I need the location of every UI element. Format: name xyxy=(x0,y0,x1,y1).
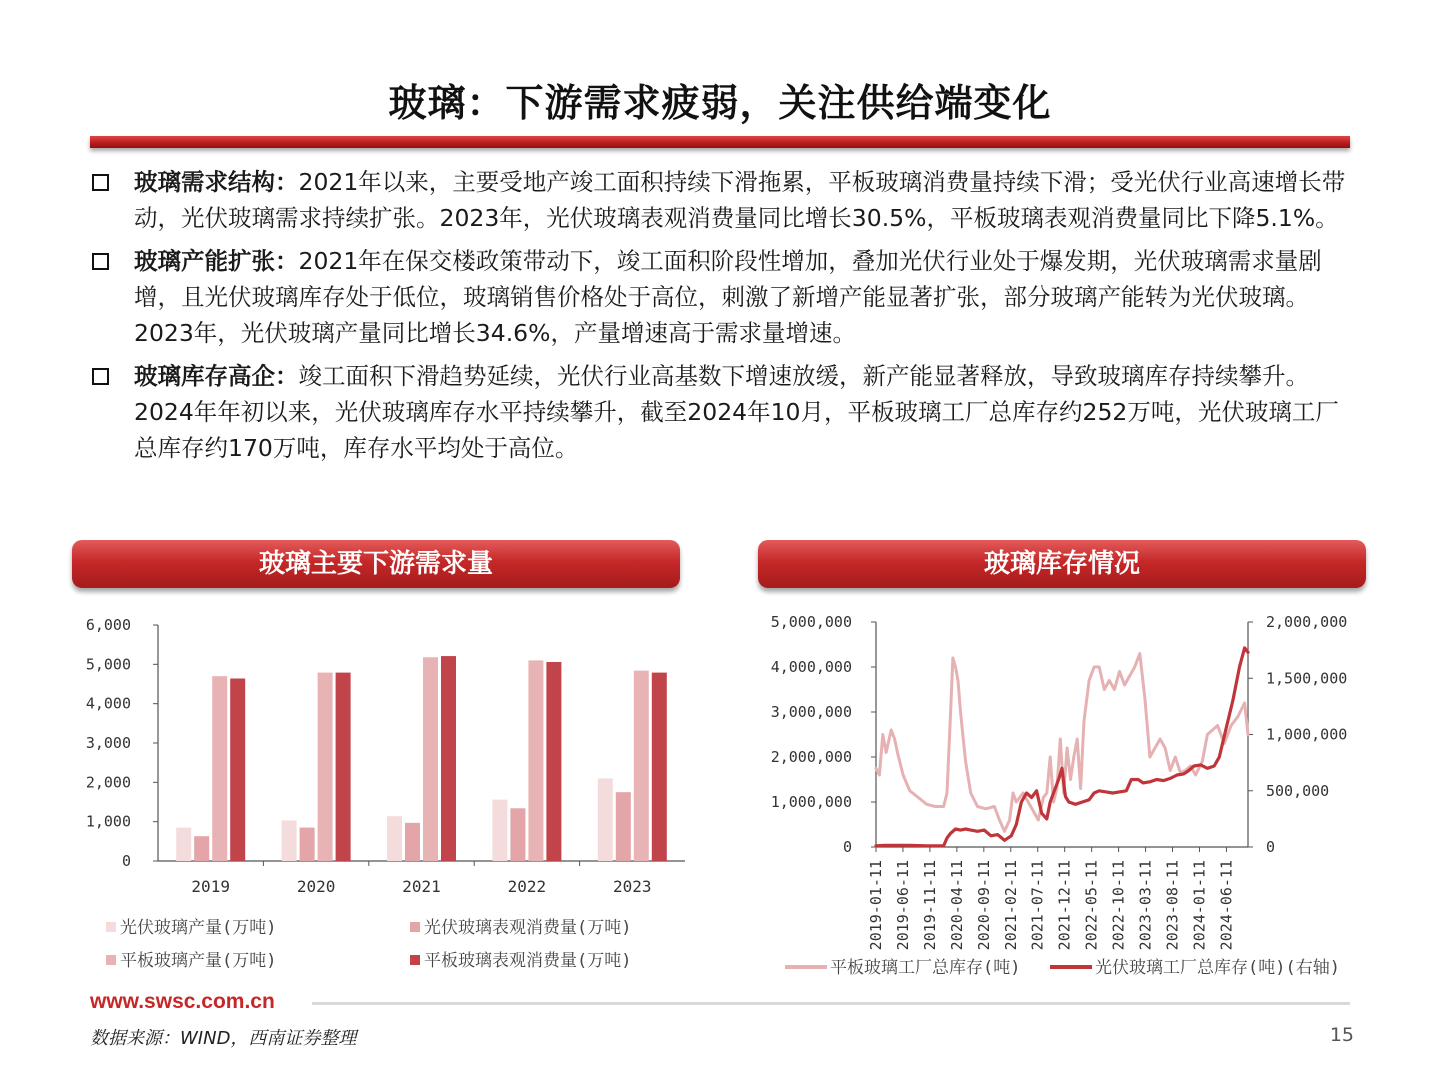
bar-chart-title: 玻璃主要下游需求量 xyxy=(72,540,680,588)
x-tick-label: 2022 xyxy=(507,877,547,896)
bar xyxy=(318,673,333,861)
left-y-tick-label: 0 xyxy=(842,838,852,856)
x-tick-label: 2019-11-11 xyxy=(920,860,939,951)
legend-swatch xyxy=(106,955,116,965)
bar xyxy=(405,823,420,861)
x-tick-label: 2023-08-11 xyxy=(1163,860,1182,951)
title-divider xyxy=(90,136,1350,148)
right-y-tick-label: 1,500,000 xyxy=(1266,669,1348,688)
x-tick-label: 2019-01-11 xyxy=(867,860,885,951)
bar xyxy=(441,656,456,861)
left-y-tick-label: 4,000,000 xyxy=(770,658,852,676)
y-tick-label: 3,000 xyxy=(85,734,131,752)
x-tick-label: 2021-02-11 xyxy=(1001,860,1020,951)
y-tick-label: 2,000 xyxy=(85,773,131,792)
bullet-inventory xyxy=(90,358,1352,466)
right-y-tick-label: 2,000,000 xyxy=(1266,613,1348,631)
page-title: 玻璃：下游需求疲弱，关注供给端变化 xyxy=(388,81,1052,125)
x-tick-label: 2020-04-11 xyxy=(947,860,966,951)
y-tick-label: 0 xyxy=(121,852,131,870)
x-tick-label: 2021-07-11 xyxy=(1028,860,1047,951)
bar xyxy=(528,660,543,861)
x-tick-label: 2022-10-11 xyxy=(1109,860,1128,951)
left-y-tick-label: 1,000,000 xyxy=(770,793,852,811)
right-y-tick-label: 0 xyxy=(1266,838,1276,856)
bar xyxy=(212,676,227,861)
legend-label: 光伏玻璃表观消费量(万吨) xyxy=(424,918,632,938)
data-source: 数据来源：WIND，西南证券整理 xyxy=(90,1028,357,1049)
bar xyxy=(387,816,402,861)
bar xyxy=(510,808,525,861)
bar xyxy=(546,662,561,861)
bar-chart xyxy=(70,600,690,990)
legend-swatch xyxy=(106,922,116,932)
bar xyxy=(230,678,245,861)
bullet-text: 2021年在保交楼政策带动下，竣工面积阶段性增加，叠加光伏行业处于爆发期，光伏玻璃需求量剧增，且光伏玻璃库存处于低位，玻璃销售价格处于高位，刺激了新增产能显著扩张，部分玻璃产能转为光伏玻璃。2023年，光伏玻璃产量同比增长34.6%，产量增速高于需求量增速。 xyxy=(134,247,1322,347)
x-tick-label: 2019-06-11 xyxy=(893,860,912,951)
legend-label: 光伏玻璃工厂总库存(吨)(右轴) xyxy=(1095,958,1340,978)
legend-label: 光伏玻璃产量(万吨) xyxy=(120,918,277,938)
y-tick-label: 5,000 xyxy=(85,655,131,674)
square-bullet-icon xyxy=(92,253,109,270)
x-tick-label: 2023 xyxy=(613,877,652,896)
bullet-list xyxy=(90,164,1352,473)
legend-swatch xyxy=(410,955,420,965)
legend-swatch xyxy=(410,922,420,932)
x-tick-label: 2022-05-11 xyxy=(1082,860,1101,951)
x-tick-label: 2019 xyxy=(191,877,230,896)
bullet-lead: 玻璃库存高企： xyxy=(134,362,299,390)
x-tick-label: 2021 xyxy=(402,877,441,896)
y-tick-label: 4,000 xyxy=(85,694,131,713)
bar xyxy=(176,828,191,861)
line-chart-title: 玻璃库存情况 xyxy=(758,540,1366,588)
left-y-tick-label: 2,000,000 xyxy=(770,748,852,766)
legend-label: 平板玻璃产量(万吨) xyxy=(120,951,277,971)
y-tick-label: 6,000 xyxy=(85,616,131,634)
bullet-lead: 玻璃产能扩张： xyxy=(134,247,299,275)
square-bullet-icon xyxy=(92,174,109,191)
bullet-capacity-expansion xyxy=(90,243,1352,351)
x-tick-label: 2024-06-11 xyxy=(1217,860,1236,951)
x-tick-label: 2023-03-11 xyxy=(1136,860,1155,951)
line-chart xyxy=(750,600,1370,990)
bar xyxy=(423,657,438,861)
bar xyxy=(598,778,613,861)
page-number: 15 xyxy=(1329,1024,1354,1046)
legend-label: 平板玻璃表观消费量(万吨) xyxy=(424,951,632,971)
y-tick-label: 1,000 xyxy=(85,812,131,831)
square-bullet-icon xyxy=(92,368,109,385)
bar xyxy=(616,792,631,861)
right-y-tick-label: 1,000,000 xyxy=(1266,725,1348,744)
website-link[interactable]: www.swsc.com.cn xyxy=(90,990,275,1013)
bar xyxy=(492,800,507,861)
bar xyxy=(300,828,315,861)
left-y-tick-label: 3,000,000 xyxy=(770,703,852,721)
x-tick-label: 2020 xyxy=(296,877,336,896)
legend-label: 平板玻璃工厂总库存(吨) xyxy=(830,958,1021,978)
bullet-demand-structure xyxy=(90,164,1352,236)
right-y-tick-label: 500,000 xyxy=(1266,781,1330,800)
bar xyxy=(194,836,209,861)
bullet-text: 2021年以来，主要受地产竣工面积持续下滑拖累，平板玻璃消费量持续下滑；受光伏行业高速增长带动，光伏玻璃需求持续扩张。2023年，光伏玻璃表观消费量同比增长30.5%，平板玻璃表观消费量同比下降5.1%。 xyxy=(134,168,1346,232)
x-tick-label: 2020-09-11 xyxy=(974,860,993,951)
left-y-tick-label: 5,000,000 xyxy=(770,613,852,631)
bar xyxy=(336,673,351,861)
footer-divider xyxy=(312,1002,1350,1005)
x-tick-label: 2024-01-11 xyxy=(1190,860,1209,951)
bullet-text: 竣工面积下滑趋势延续，光伏行业高基数下增速放缓，新产能显著释放，导致玻璃库存持续攀升。2024年年初以来，光伏玻璃库存水平持续攀升，截至2024年10月，平板玻璃工厂总库存约252万吨，光伏玻璃工厂总库存约170万吨，库存水平均处于高位。 xyxy=(134,362,1339,462)
bar xyxy=(652,673,667,861)
x-tick-label: 2021-12-11 xyxy=(1055,860,1074,951)
bar xyxy=(634,671,649,861)
flat-glass-inventory-line xyxy=(876,654,1248,832)
bar xyxy=(282,820,297,861)
bullet-lead: 玻璃需求结构： xyxy=(134,168,299,196)
